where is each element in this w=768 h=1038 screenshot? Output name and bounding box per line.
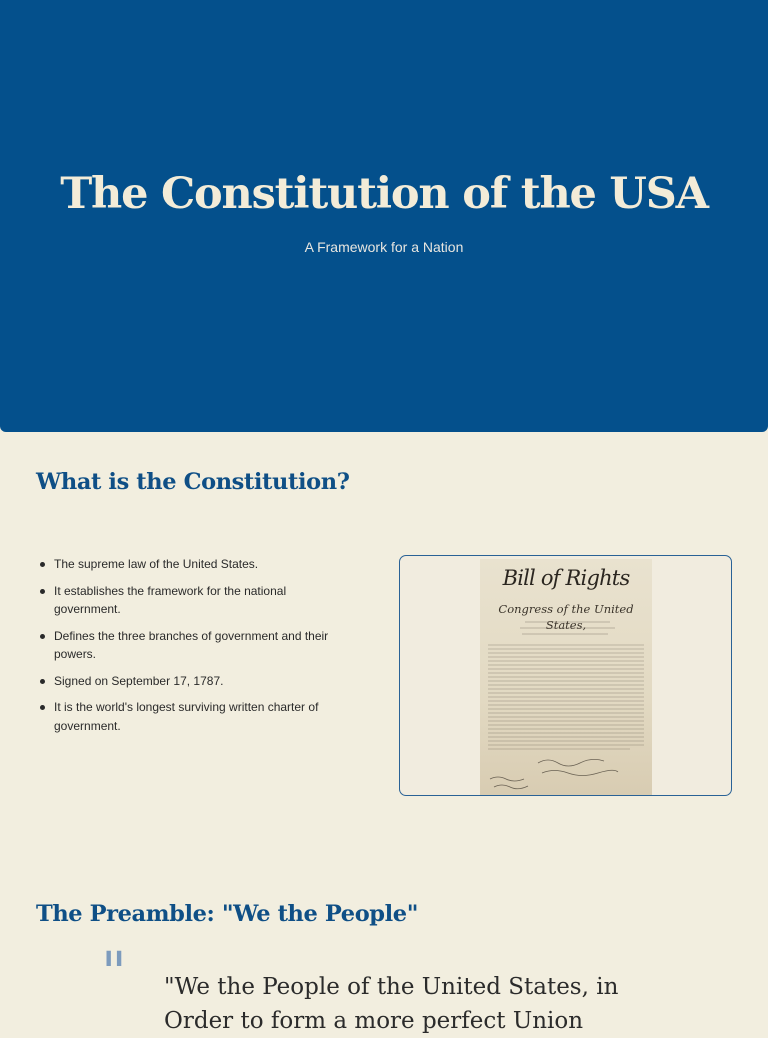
list-item [54,698,354,735]
bullet-icon [40,679,45,684]
document-title: Bill of Rights [502,566,630,590]
fact-text: Defines the three branches of government and their powers. [54,628,329,661]
facts-list [54,555,354,743]
document-subtitle: Congress of the United States, [498,602,634,632]
list-item [54,555,354,574]
preamble-quote: "We the People of the United States, in Order to form a more perfect Union [164,974,619,1034]
bullet-icon [40,589,45,594]
bullet-icon [40,705,45,710]
hero-subtitle: A Framework for a Nation [304,239,464,255]
bill-of-rights-image [399,555,732,796]
bullet-icon [40,634,45,639]
hero-title: The Constitution of the USA [60,169,708,219]
list-item [54,627,354,664]
bullet-icon [40,562,45,567]
fact-text: Signed on September 17, 1787. [54,673,224,688]
quote-mark-icon: " [101,941,127,1006]
preamble-heading: The Preamble: "We the People" [36,901,419,927]
fact-text: The supreme law of the United States. [54,557,259,571]
hero-banner [0,0,768,432]
fact-text: It is the world's longest surviving written charter of government. [54,700,319,733]
list-item [54,672,354,691]
list-item [54,582,354,619]
fact-text: It establishes the framework for the national government. [54,583,287,616]
document-text-lines [480,559,652,795]
what-is-heading: What is the Constitution? [36,469,350,495]
document-paper [480,559,652,795]
